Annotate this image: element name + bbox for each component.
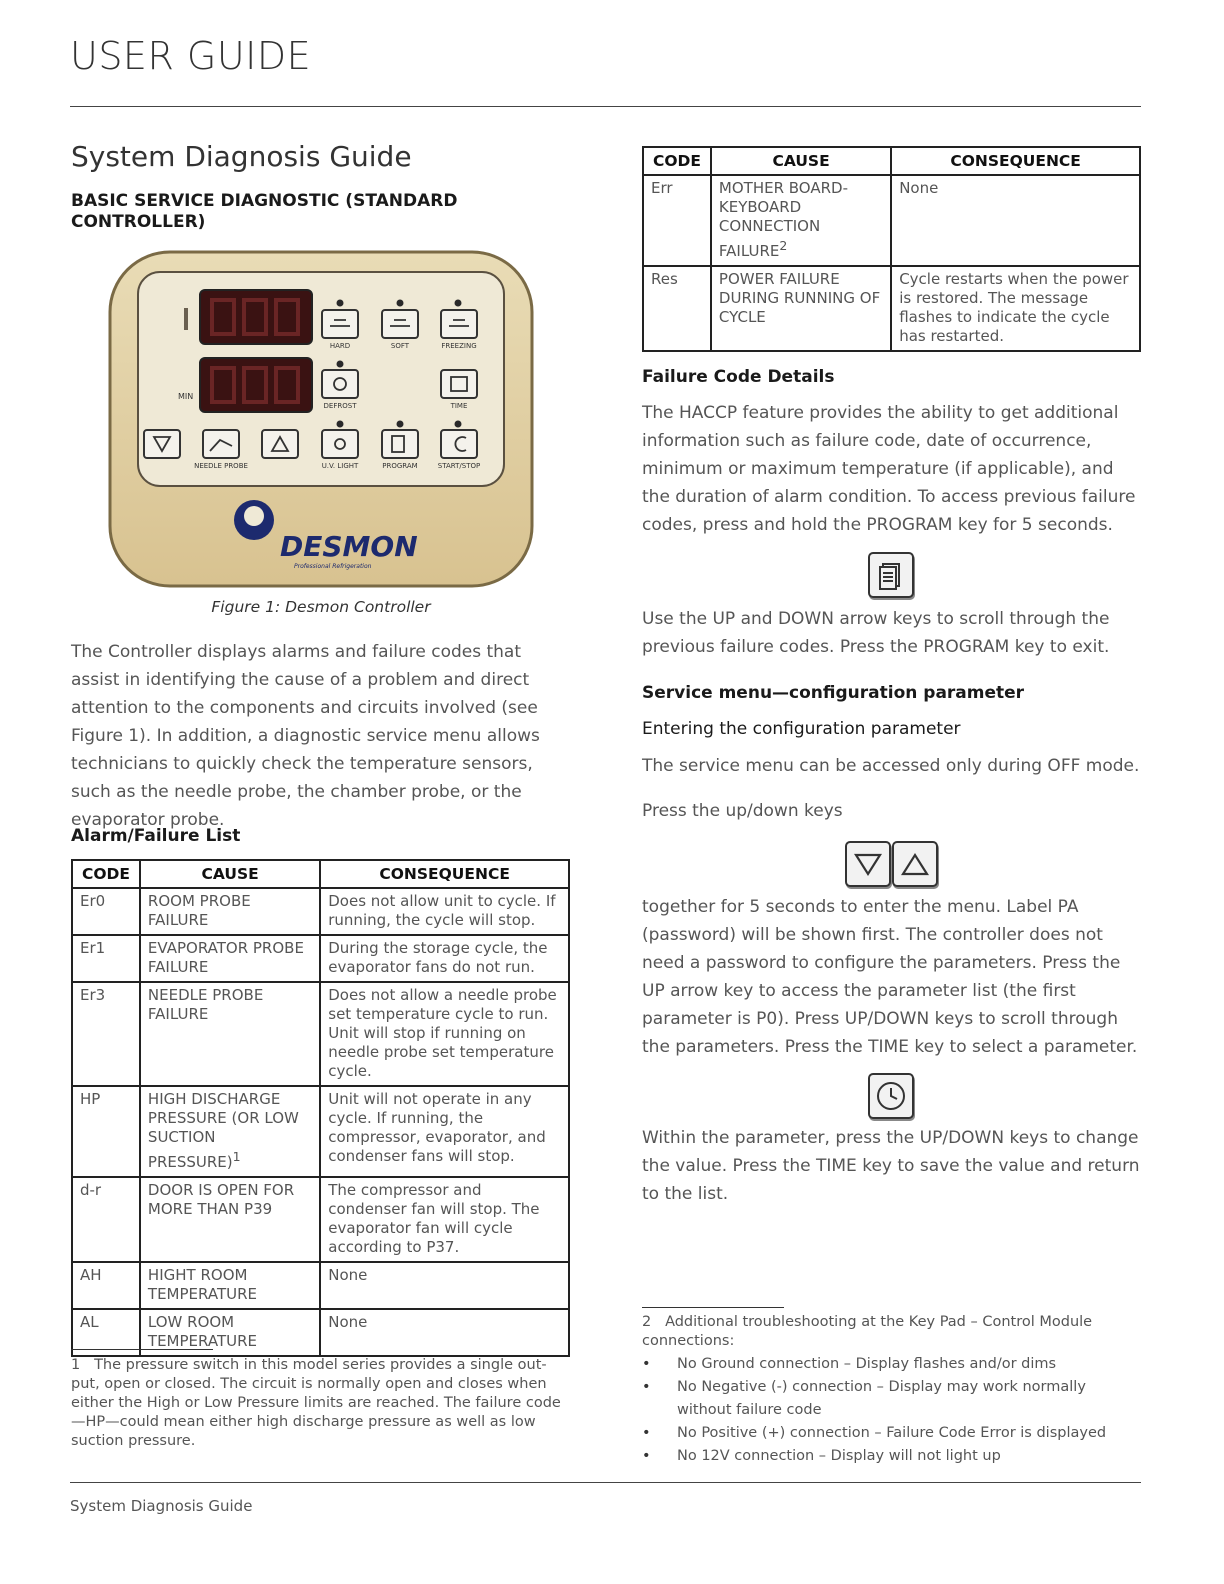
footnote-2: 2 Additional troubleshooting at the Key Pad – Control Module connections:	[642, 1314, 1093, 1349]
consequence-cell: The compressor and condenser fan will stop. The evaporator fan will cycle according to P37.	[320, 1177, 569, 1262]
failure-code-details-heading: Failure Code Details	[642, 367, 835, 387]
time-label: TIME	[450, 402, 468, 410]
column-header: CAUSE	[711, 147, 891, 175]
troubleshooting-list	[642, 1353, 1142, 1468]
footnote-rule	[642, 1307, 784, 1308]
table-row	[72, 888, 569, 935]
figure-caption: Figure 1: Desmon Controller	[211, 598, 431, 616]
uv-light-label: U.V. LIGHT	[321, 462, 359, 470]
column-header: CODE	[643, 147, 711, 175]
cause-cell: POWER FAILURE DURING RUNNING OF CYCLE	[711, 266, 891, 351]
list-item: • No Positive (+) connection – Failure Code Error is displayed	[642, 1422, 1142, 1445]
list-item: • No 12V connection – Display will not light up	[642, 1445, 1142, 1468]
enter-menu-text: together for 5 seconds to enter the menu. Label PA (password) will be shown first. The controller does not need a password to configure the parameters. Press the UP arrow key to access the parameter list (the first parameter is P0). Press UP/DOWN keys to scroll through the parameters. Press the TIME key to select a parameter.	[642, 897, 1138, 1057]
subheading: BASIC SERVICE DIAGNOSTIC (STANDARD CONTROLLER)	[71, 191, 458, 232]
footnote-ref: 1	[232, 1149, 241, 1164]
needle-probe-label: NEEDLE PROBE	[194, 462, 248, 470]
code-cell: Res	[643, 266, 711, 351]
cause-cell: HIGH DISCHARGE PRESSURE (OR LOW SUCTION PRESSURE)$^1$	[140, 1086, 320, 1177]
page-footer: System Diagnosis Guide	[70, 1497, 253, 1515]
alarm-failure-table	[71, 859, 570, 1357]
code-cell: HP	[72, 1086, 140, 1177]
program-key-icon	[868, 552, 914, 598]
defrost-label: DEFROST	[323, 402, 357, 410]
table-row	[643, 266, 1140, 351]
footnote-ref: 2	[779, 238, 788, 253]
header-rule	[70, 106, 1141, 107]
change-value-text: Within the parameter, press the UP/DOWN keys to change the value. Press the TIME key to save the value and return to the list.	[642, 1128, 1140, 1204]
cause-cell: MOTHER BOARD-KEYBOARD CONNECTION FAILURE$^2$	[711, 175, 891, 266]
table-header-row	[643, 147, 1140, 175]
footnote-rule	[71, 1349, 213, 1350]
min-label: MIN	[178, 392, 194, 401]
table-row	[643, 175, 1140, 266]
svg-text:Professional Refrigeration: Professional Refrigeration	[294, 563, 372, 570]
table-row	[72, 982, 569, 1086]
code-cell: Err	[643, 175, 711, 266]
desmon-controller-figure	[108, 250, 534, 588]
cause-cell: DOOR IS OPEN FOR MORE THAN P39	[140, 1177, 320, 1262]
press-keys-text: Press the up/down keys	[642, 801, 843, 821]
code-cell: AH	[72, 1262, 140, 1309]
list-item: • No Negative (-) connection – Display may work normally without failure code	[642, 1376, 1142, 1422]
down-arrow-key-icon	[845, 841, 891, 887]
service-menu-heading: Service menu—configuration parameter	[642, 683, 1025, 703]
up-arrow-key-icon	[892, 841, 938, 887]
brand-logo-text: DESMON	[280, 530, 418, 563]
table-row	[72, 935, 569, 982]
service-menu-text: The service menu can be accessed only during OFF mode.	[642, 756, 1140, 776]
code-cell: AL	[72, 1309, 140, 1356]
alarm-failure-table-continued	[642, 146, 1141, 352]
hard-label: HARD	[329, 342, 351, 350]
freezing-label: FREEZING	[441, 342, 477, 350]
time-key-icon	[868, 1073, 914, 1119]
consequence-cell: None	[320, 1262, 569, 1309]
table-row	[72, 1177, 569, 1262]
code-cell: Er3	[72, 982, 140, 1086]
alarm-list-heading: Alarm/Failure List	[71, 826, 241, 846]
soft-label: SOFT	[390, 342, 410, 350]
consequence-cell: Does not allow unit to cycle. If running, the cycle will stop.	[320, 888, 569, 935]
cause-cell: NEEDLE PROBE FAILURE	[140, 982, 320, 1086]
entering-config-heading: Entering the configuration parameter	[642, 719, 961, 739]
consequence-cell: None	[320, 1309, 569, 1356]
column-header: CAUSE	[140, 860, 320, 888]
consequence-cell: Does not allow a needle probe set temperature cycle to run. Unit will stop if running on needle probe set temperature cycle.	[320, 982, 569, 1086]
footer-rule	[70, 1482, 1141, 1483]
cause-cell: HIGHT ROOM TEMPERATURE	[140, 1262, 320, 1309]
list-item: • No Ground connection – Display flashes and/or dims	[642, 1353, 1142, 1376]
failure-code-details-text: The HACCP feature provides the ability to get additional information such as failure code, date of occurrence, minimum or maximum temperature (if applicable), and the duration of alarm condition. To access previous failure codes, press and hold the PROGRAM key for 5 seconds.	[642, 403, 1136, 535]
code-cell: Er1	[72, 935, 140, 982]
consequence-cell: None	[891, 175, 1140, 266]
intro-paragraph: The Controller displays alarms and failure codes that assist in identifying the cause of a problem and direct attention to the components and circuits involved (see Figure 1). In addition, a diagnostic service menu allows technicians to quickly check the temperature sensors, such as the needle probe, the chamber probe, or the evaporator probe.	[71, 642, 540, 830]
table-header-row	[72, 860, 569, 888]
start-stop-label: START/STOP	[437, 462, 481, 470]
consequence-cell: During the storage cycle, the evaporator fans do not run.	[320, 935, 569, 982]
footnote-1: 1 The pressure switch in this model series provides a single out-put, open or closed. The circuit is normally open and closes when either the High or Low Pressure limits are reached. The failure code—HP—could mean either high discharge pressure as well as low suction pressure.	[71, 1357, 561, 1449]
section-title: System Diagnosis Guide	[71, 140, 412, 173]
cause-cell: EVAPORATOR PROBE FAILURE	[140, 935, 320, 982]
cause-cell: LOW ROOM TEMPERATURE	[140, 1309, 320, 1356]
code-cell: Er0	[72, 888, 140, 935]
column-header: CONSEQUENCE	[320, 860, 569, 888]
table-row	[72, 1086, 569, 1177]
table-row	[72, 1262, 569, 1309]
consequence-cell: Cycle restarts when the power is restored. The message flashes to indicate the cycle has restarted.	[891, 266, 1140, 351]
page-header-title: USER GUIDE	[70, 34, 312, 78]
scroll-instructions: Use the UP and DOWN arrow keys to scroll through the previous failure codes. Press the PROGRAM key to exit.	[642, 609, 1110, 657]
column-header: CONSEQUENCE	[891, 147, 1140, 175]
consequence-cell: Unit will not operate in any cycle. If running, the compressor, evaporator, and condenser fans will stop.	[320, 1086, 569, 1177]
cause-cell: ROOM PROBE FAILURE	[140, 888, 320, 935]
code-cell: d-r	[72, 1177, 140, 1262]
column-header: CODE	[72, 860, 140, 888]
program-label: PROGRAM	[382, 462, 418, 470]
